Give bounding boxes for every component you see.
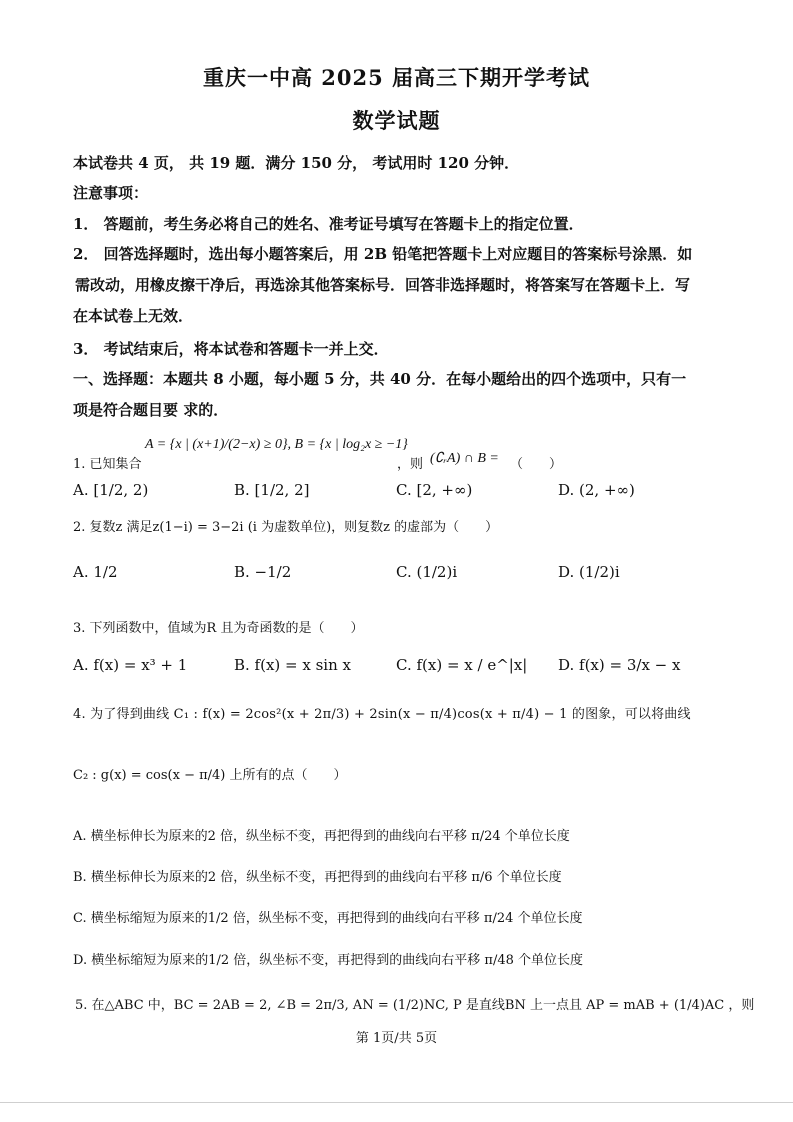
- notes-title: 注意事项：: [73, 184, 149, 202]
- q4-option-c: C. 横坐标缩短为原来的1/2 倍，纵坐标不变，再把得到的曲线向右平移 π/24 个单位长度: [73, 911, 583, 926]
- q4-stem-line-2: C₂ : g(x) = cos(x − π/4) 上所有的点（ ）: [73, 768, 347, 783]
- q3-option-b: B. f(x) = x sin x: [234, 656, 351, 674]
- section-1-heading-cont: 项是符合题目要 求的．: [73, 401, 229, 419]
- q5-stem: 5. 在△ABC 中，BC = 2AB = 2, ∠B = 2π/3, AN = (1/2)NC, P 是直线BN 上一点且 AP = mAB + (1/4)AC ，则: [75, 998, 755, 1013]
- page-bottom-divider: [0, 1102, 793, 1103]
- q4-option-b: B. 横坐标伸长为原来的2 倍，纵坐标不变，再把得到的曲线向右平移 π/6 个单位长度: [73, 870, 562, 885]
- q2-stem: 2. 复数z 满足z(1−i) = 3−2i (i 为虚数单位)，则复数z 的虚部为（ ）: [73, 520, 499, 535]
- exam-subtitle: 数学试题: [352, 108, 441, 133]
- q4-stem-line-1: 4. 为了得到曲线 C₁ : f(x) = 2cos²(x + 2π/3) + 2sin(x − π/4)cos(x + π/4) − 1 的图象，可以将曲线: [73, 707, 691, 722]
- note-1: 1． 答题前，考生务必将自己的姓名、准考证号填写在答题卡上的指定位置．: [73, 215, 584, 233]
- q2-option-a: A. 1/2: [73, 563, 118, 581]
- q2-option-b: B. −1/2: [234, 563, 292, 581]
- note-2-line-2: 需改动，用橡皮擦干净后，再选涂其他答案标号．回答非选择题时，将答案写在答题卡上．写: [75, 276, 691, 294]
- page-number: 第 1页/共 5页: [355, 1031, 438, 1046]
- q4-option-a: A. 横坐标伸长为原来的2 倍，纵坐标不变，再把得到的曲线向右平移 π/24 个单位长度: [73, 829, 570, 844]
- q1-expression: (∁ᵣA) ∩ B =: [430, 451, 499, 466]
- q1-answer-paren: （ ）: [510, 457, 563, 472]
- section-1-heading: 一、选择题：本题共 8 小题，每小题 5 分，共 40 分．在每小题给出的四个选项中，只有一: [73, 370, 687, 388]
- exam-summary: 本试卷共 4 页， 共 19 题．满分 150 分， 考试用时 120 分钟．: [73, 154, 520, 172]
- note-2-line-1: 2． 回答选择题时，选出每小题答案后，用 2B 铅笔把答题卡上对应题目的答案标号涂黑．如: [73, 245, 693, 263]
- q4-option-d: D. 横坐标缩短为原来的1/2 倍，纵坐标不变，再把得到的曲线向右平移 π/48 个单位长度: [73, 953, 584, 968]
- q1-option-a: A. [1/2, 2): [73, 481, 149, 499]
- q3-stem: 3. 下列函数中，值域为R 且为奇函数的是（ ）: [73, 621, 364, 636]
- q3-option-c: C. f(x) = x / e^|x|: [396, 656, 528, 674]
- q1-stem-a: 1. 已知集合: [73, 457, 142, 472]
- q1-option-c: C. [2, +∞): [396, 481, 473, 499]
- q1-stem-b: ，则: [397, 457, 424, 472]
- q2-option-c: C. (1/2)i: [396, 563, 458, 581]
- q1-option-b: B. [1/2, 2]: [234, 481, 310, 499]
- q3-option-a: A. f(x) = x³ + 1: [73, 656, 188, 674]
- q2-option-d: D. (1/2)i: [558, 563, 620, 581]
- q1-set-definition: A = {x | (x+1)/(2−x) ≥ 0}, B = {x | log₂x ≥ −1}: [145, 437, 408, 452]
- q3-option-d: D. f(x) = 3/x − x: [558, 656, 681, 674]
- note-2-line-3: 在本试卷上无效．: [73, 307, 194, 325]
- exam-title: 重庆一中高 2025 届高三下期开学考试: [202, 65, 591, 90]
- q1-option-d: D. (2, +∞): [558, 481, 635, 499]
- note-3: 3． 考试结束后，将本试卷和答题卡一并上交．: [73, 340, 389, 358]
